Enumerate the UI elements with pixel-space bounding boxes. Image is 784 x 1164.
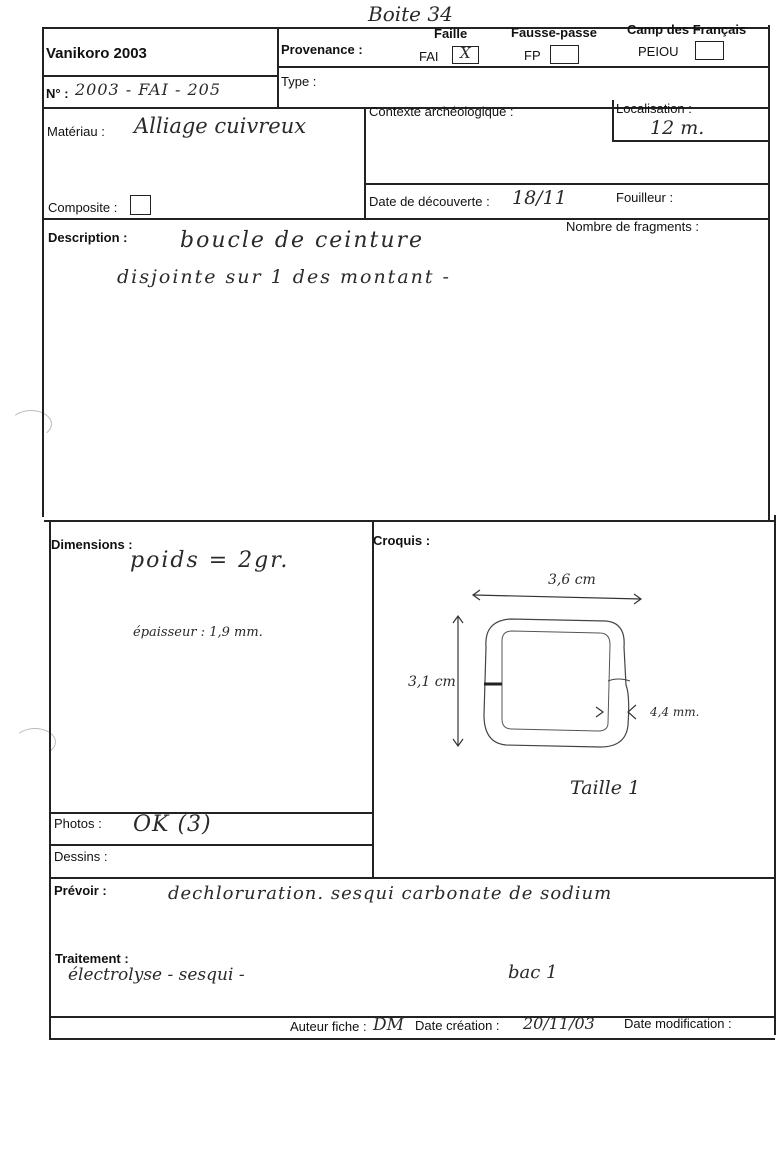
option-code-fai: FAI [419, 49, 439, 64]
traitement-label: Traitement : [55, 951, 129, 966]
fouilleur-label: Fouilleur : [616, 190, 674, 205]
option-code-peiou: PEIOU [638, 44, 679, 59]
localisation-value: 12 m. [650, 117, 705, 139]
traitement-value-2: bac 1 [508, 962, 558, 983]
type-label: Type : [281, 74, 317, 89]
composite-label: Composite : [48, 200, 118, 215]
description-line-2: disjointe sur 1 des montant - [117, 266, 451, 288]
date-modification-label: Date modification : [624, 1016, 732, 1031]
option-title-camp-des-francais: Camp des Français [627, 22, 747, 37]
date-decouverte-label: Date de découverte : [369, 194, 490, 209]
dessins-label: Dessins : [54, 849, 108, 864]
sketch-height-label: 3,1 cm [408, 674, 456, 690]
form-border-left [42, 27, 44, 517]
faille-check-mark: X [460, 44, 471, 62]
materiau-label: Matériau : [47, 124, 105, 139]
camp-checkbox[interactable] [695, 41, 724, 60]
materiau-value: Alliage cuivreux [134, 114, 307, 138]
croquis-label: Croquis : [373, 533, 431, 548]
composite-checkbox[interactable] [130, 195, 151, 215]
form-border-left [49, 520, 51, 1040]
box-annotation: Boite 34 [368, 2, 453, 26]
rule [277, 27, 279, 107]
rule [612, 140, 769, 142]
auteur-value: DM [373, 1015, 405, 1035]
option-title-faille: Faille [434, 26, 468, 41]
auteur-label: Auteur fiche : [290, 1019, 367, 1034]
rule [44, 520, 775, 522]
date-creation-label: Date création : [415, 1018, 500, 1033]
rule [612, 100, 614, 140]
sketch-thickness-label: 4,4 mm. [650, 705, 700, 719]
prevoir-value: dechloruration. sesqui carbonate de sodium [168, 883, 613, 904]
photos-value: OK (3) [133, 812, 212, 837]
rule [277, 66, 769, 68]
rule [50, 877, 775, 879]
epaisseur-value: épaisseur : 1,9 mm. [133, 625, 263, 640]
photos-label: Photos : [54, 816, 102, 831]
date-decouverte-value: 18/11 [512, 187, 567, 209]
fragments-label: Nombre de fragments : [566, 219, 699, 234]
option-code-fp: FP [524, 48, 541, 63]
poids-value: poids = 2gr. [130, 548, 290, 573]
dimensions-label: Dimensions : [51, 537, 133, 552]
buckle-sketch [440, 585, 680, 755]
contexte-label: Contexte archéologique : [369, 104, 514, 119]
description-line-1: boucle de ceinture [180, 228, 425, 253]
date-creation-value: 20/11/03 [523, 1014, 595, 1033]
binder-hole-mark [10, 410, 52, 438]
form-border-right [774, 515, 776, 1035]
number-value: 2003 - FAI - 205 [75, 80, 221, 99]
fausse-passe-checkbox[interactable] [550, 45, 579, 64]
prevoir-label: Prévoir : [54, 883, 107, 898]
option-title-fausse-passe: Fausse-passe [511, 25, 597, 40]
rule [365, 183, 769, 185]
form-border-right [768, 25, 770, 520]
rule [50, 1038, 775, 1040]
sketch-scale-label: Taille 1 [570, 777, 641, 799]
traitement-value: électrolyse - sesqui - [68, 965, 245, 985]
number-label: N° : [46, 86, 69, 101]
description-label: Description : [48, 230, 128, 245]
rule [372, 520, 374, 877]
rule [42, 75, 277, 77]
project-title: Vanikoro 2003 [46, 45, 147, 62]
provenance-label: Provenance : [281, 42, 363, 57]
rule [50, 844, 373, 846]
localisation-label: Localisation : [616, 101, 692, 116]
rule [364, 107, 366, 218]
sketch-width-label: 3,6 cm [548, 572, 596, 588]
